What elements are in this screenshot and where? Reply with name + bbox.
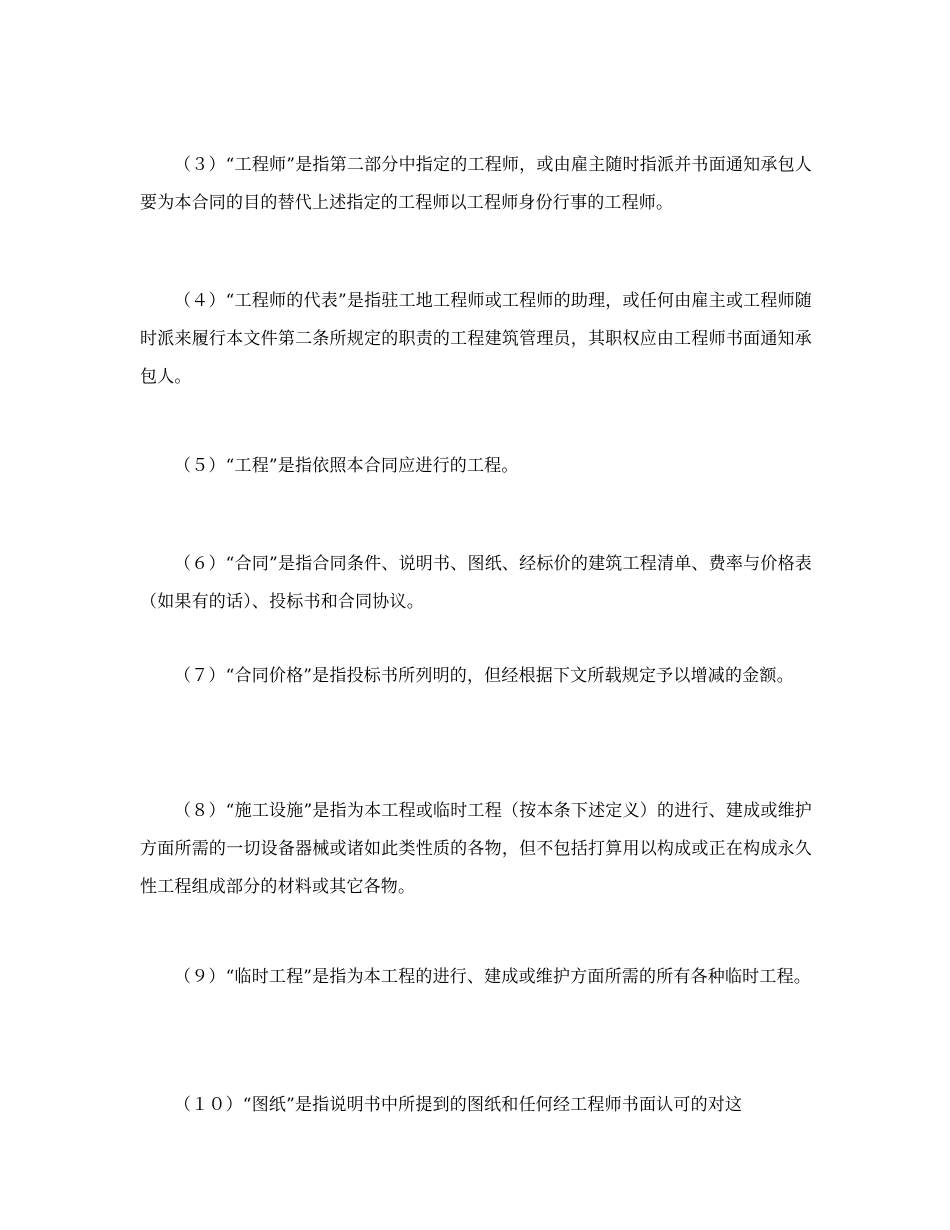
clause-8-construction-plant-definition: （８）“施工设施”是指为本工程或临时工程（按本条下述定义）的进行、建成或维护方面所需的一切设备器械或诸如此类性质的各物，但不包括打算用以构成或正在构成永久性工程组成部分的材料或其它各物。 xyxy=(140,801,812,897)
clause-9-temporary-works-definition: （９）“临时工程”是指为本工程的进行、建成或维护方面所需的所有各种临时工程。 xyxy=(174,967,811,987)
clause-5-works-definition: （５）“工程”是指依照本合同应进行的工程。 xyxy=(174,456,519,476)
clause-10-drawings-definition: （１０）“图纸”是指说明书中所提到的图纸和任何经工程师书面认可的对这 xyxy=(174,1095,743,1115)
clause-7-contract-price-definition: （７）“合同价格”是指投标书所列明的，但经根据下文所载规定予以增减的金额。 xyxy=(174,666,794,686)
clause-3-engineer-definition: （３）“工程师”是指第二部分中指定的工程师，或由雇主随时指派并书面通知承包人要为本合同的目的替代上述指定的工程师以工程师身份行事的工程师。 xyxy=(140,155,812,213)
clause-6-contract-definition: （６）“合同”是指合同条件、说明书、图纸、经标价的建筑工程清单、费率与价格表（如果有的话）、投标书和合同协议。 xyxy=(140,554,812,612)
clause-4-engineer-representative-definition: （４）“工程师的代表”是指驻工地工程师或工程师的助理，或任何由雇主或工程师随时派来履行本文件第二条所规定的职责的工程建筑管理员，其职权应由工程师书面通知承包人。 xyxy=(140,291,812,387)
